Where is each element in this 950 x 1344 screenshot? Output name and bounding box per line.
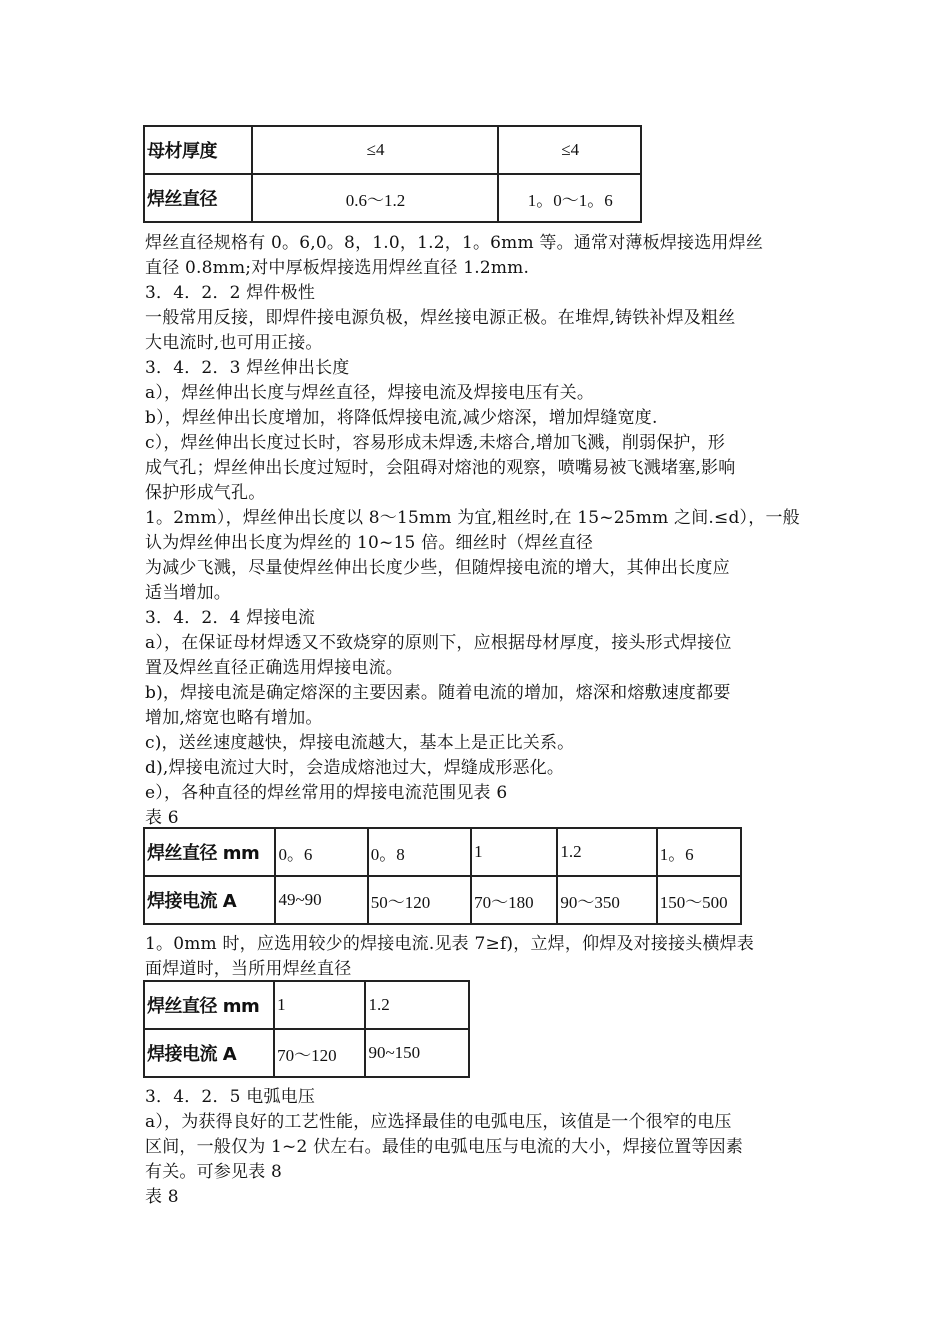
text-line: 焊丝直径规格有 0。6,0。8，1.0，1.2，1。6mm 等。通常对薄板焊接选用焊丝 [145, 233, 764, 253]
text-line: 适当增加。 [145, 583, 231, 603]
text-line: c)，送丝速度越快，焊接电流越大，基本上是正比关系。 [145, 733, 575, 753]
table-row [144, 1029, 469, 1077]
text-line: 一般常用反接，即焊件接电源负极，焊丝接电源正极。在堆焊,铸铁补焊及粗丝 [145, 308, 736, 328]
text-line: c），焊丝伸出长度过长时，容易形成未焊透,未熔合,增加飞溅，削弱保护，形 [145, 433, 726, 453]
table-row [144, 828, 741, 876]
text-line: 认为焊丝伸出长度为焊丝的 10~15 倍。细丝时（焊丝直径 [145, 533, 594, 553]
text-line: 增加,熔宽也略有增加。 [145, 708, 323, 728]
table-row [144, 126, 641, 174]
table-cell: 70～180 [471, 876, 557, 924]
table-caption: 表 6 [145, 808, 179, 828]
text-line: 成气孔；焊丝伸出长度过短时，会阻碍对熔池的观察，喷嘴易被飞溅堵塞,影响 [145, 458, 736, 478]
table-cell: 0。8 [368, 828, 471, 876]
text-line: 面焊道时，当所用焊丝直径 [145, 959, 352, 979]
text-line: a），在保证母材焊透又不致烧穿的原则下，应根据母材厚度，接头形式焊接位 [145, 633, 732, 653]
section-heading: 3．4．2．3 焊丝伸出长度 [145, 358, 350, 378]
table-cell: 焊接电流 A [144, 876, 275, 924]
text-line: 为减少飞溅，尽量使焊丝伸出长度少些，但随焊接电流的增大，其伸出长度应 [145, 558, 730, 578]
table-cell: 70～120 [274, 1029, 365, 1077]
welding-current-table-7 [143, 980, 470, 1078]
table-cell: 90～350 [557, 876, 656, 924]
text-line: 1。2mm），焊丝伸出长度以 8～15mm 为宜,粗丝时,在 15~25mm 之间.≤d），一般 [145, 508, 800, 528]
table-cell: ≤4 [252, 126, 498, 174]
table-cell: 1 [471, 828, 557, 876]
table-cell: 1 [274, 981, 365, 1029]
table-cell: 1.2 [365, 981, 469, 1029]
table-cell: 150～500 [657, 876, 741, 924]
text-line: e），各种直径的焊丝常用的焊接电流范围见表 6 [145, 783, 508, 803]
table-cell: 焊接电流 A [144, 1029, 274, 1077]
table-cell: 焊丝直径 mm [144, 981, 274, 1029]
text-line: 1。0mm 时，应选用较少的焊接电流.见表 7≥f)，立焊，仰焊及对接接头横焊表 [145, 934, 755, 954]
thickness-diameter-table [143, 125, 642, 223]
text-line: 保护形成气孔。 [145, 483, 266, 503]
text-line: a），为获得良好的工艺性能，应选择最佳的电弧电压，该值是一个很窄的电压 [145, 1112, 732, 1132]
table-cell: ≤4 [498, 126, 641, 174]
text-line: b），焊丝伸出长度增加，将降低焊接电流,减少熔深，增加焊缝宽度. [145, 408, 658, 428]
table-cell: 0。6 [275, 828, 367, 876]
text-line: a），焊丝伸出长度与焊丝直径，焊接电流及焊接电压有关。 [145, 383, 595, 403]
text-line: d),焊接电流过大时，会造成熔池过大，焊缝成形恶化。 [145, 758, 565, 778]
table-cell: 焊丝直径 [144, 174, 252, 222]
table-cell: 90~150 [365, 1029, 469, 1077]
table-cell: 1。6 [657, 828, 741, 876]
table-cell: 0.6～1.2 [252, 174, 498, 222]
table-row [144, 174, 641, 222]
text-line: 置及焊丝直径正确选用焊接电流。 [145, 658, 403, 678]
table-cell: 50～120 [368, 876, 471, 924]
table-cell: 母材厚度 [144, 126, 252, 174]
text-line: 大电流时,也可用正接。 [145, 333, 323, 353]
welding-current-table-6 [143, 827, 742, 925]
section-heading: 3．4．2．4 焊接电流 [145, 608, 316, 628]
table-cell: 1。0～1。6 [498, 174, 641, 222]
table-cell: 1.2 [557, 828, 656, 876]
text-line: 有关。可参见表 8 [145, 1162, 283, 1182]
table-cell: 焊丝直径 mm [144, 828, 275, 876]
table-cell: 49~90 [275, 876, 367, 924]
text-line: 直径 0.8mm;对中厚板焊接选用焊丝直径 1.2mm. [145, 258, 530, 278]
text-line: b)，焊接电流是确定熔深的主要因素。随着电流的增加，熔深和熔敷速度都要 [145, 683, 731, 703]
table-row [144, 876, 741, 924]
section-heading: 3．4．2．2 焊件极性 [145, 283, 316, 303]
table-row [144, 981, 469, 1029]
text-line: 区间，一般仅为 1~2 伏左右。最佳的电弧电压与电流的大小，焊接位置等因素 [145, 1137, 744, 1157]
table-caption: 表 8 [145, 1187, 179, 1207]
section-heading: 3．4．2．5 电弧电压 [145, 1087, 316, 1107]
